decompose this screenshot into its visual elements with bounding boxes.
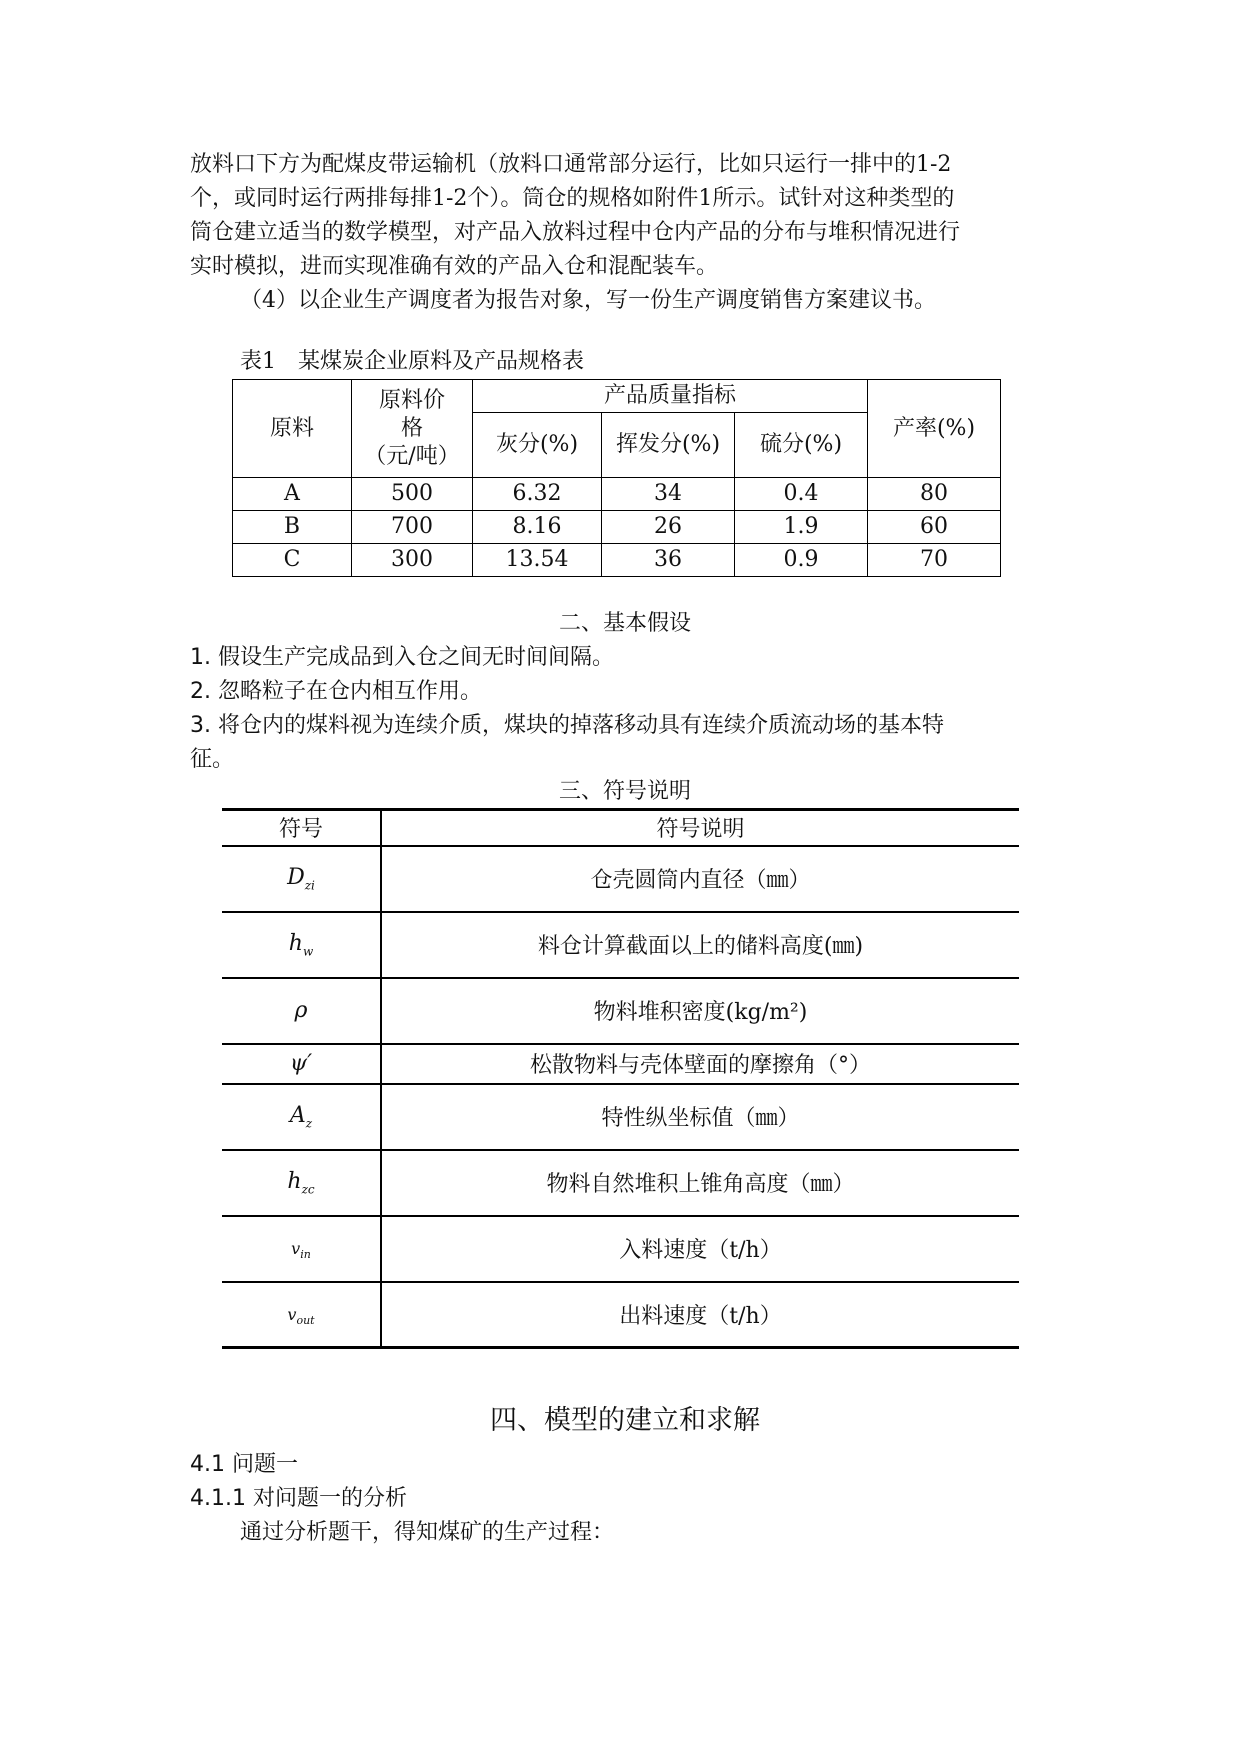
table-row <box>233 478 1001 511</box>
math-symbol <box>287 864 315 893</box>
description-cell: 出料速度（t/h） <box>381 1282 1019 1348</box>
subsection-title: 4.1 问题一 <box>190 1452 298 1477</box>
header-price-line: （元/吨） <box>364 443 460 469</box>
intro-paragraph <box>190 148 1060 318</box>
description-cell: 物料堆积密度(kg/m²) <box>381 978 1019 1044</box>
assumption-item <box>190 641 1060 675</box>
symbol-cell <box>222 1150 381 1216</box>
table-row <box>222 1044 1019 1084</box>
table-row <box>222 1282 1019 1348</box>
assumption-text: 将仓内的煤料视为连续介质，煤块的掉落移动具有连续介质流动场的基本特 <box>211 713 944 738</box>
intro-line: 实时模拟，进而实现准确有效的产品入仓和混配装车。 <box>190 254 719 279</box>
symbol-cell <box>222 1216 381 1282</box>
cell-price: 700 <box>352 511 473 544</box>
math-symbol <box>290 1051 312 1076</box>
symbol-subscript: zc <box>301 1182 315 1197</box>
assumption-list <box>190 641 1060 777</box>
table-row <box>222 846 1019 912</box>
cell-sulfur: 0.9 <box>735 544 868 577</box>
symbol-cell <box>222 1084 381 1150</box>
math-symbol <box>291 1239 311 1262</box>
description-cell: 松散物料与壳体壁面的摩擦角（°） <box>381 1044 1019 1084</box>
table-row <box>222 1084 1019 1150</box>
symbol-header: 符号 <box>222 810 381 846</box>
symbol-base: v <box>287 1305 297 1325</box>
symbol-cell <box>222 978 381 1044</box>
cell-ash: 13.54 <box>473 544 602 577</box>
symbol-cell <box>222 1282 381 1348</box>
description-cell: 物料自然堆积上锥角高度（㎜） <box>381 1150 1019 1216</box>
assumption-number: 2. <box>190 679 211 704</box>
table-row <box>222 1216 1019 1282</box>
description-cell: 特性纵坐标值（㎜） <box>381 1084 1019 1150</box>
symbol-base: D <box>287 864 305 890</box>
cell-volatile: 34 <box>602 478 735 511</box>
math-symbol <box>288 930 314 959</box>
assumption-text: 忽略粒子在仓内相互作用。 <box>211 679 482 704</box>
symbol-table <box>222 808 1019 1349</box>
cell-yield: 70 <box>868 544 1001 577</box>
assumption-number: 3. <box>190 713 211 738</box>
cell-sulfur: 1.9 <box>735 511 868 544</box>
symbol-base: ρ <box>294 998 308 1023</box>
header-price-line: 格 <box>400 415 423 441</box>
description-cell: 料仓计算截面以上的储料高度(㎜) <box>381 912 1019 978</box>
header-sulfur: 硫分(%) <box>735 413 868 478</box>
assumption-continuation: 征。 <box>190 747 235 772</box>
spec-table <box>232 379 1001 577</box>
intro-line: 筒仓建立适当的数学模型，对产品入放料过程中仓内产品的分布与堆积情况进行 <box>190 220 961 245</box>
math-symbol <box>287 1305 315 1328</box>
cell-ash: 8.16 <box>473 511 602 544</box>
header-price-line: 原料价 <box>378 387 445 413</box>
cell-yield: 80 <box>868 478 1001 511</box>
table-row <box>222 1150 1019 1216</box>
description-cell: 入料速度（t/h） <box>381 1216 1019 1282</box>
subsubsection-title: 4.1.1 对问题一的分析 <box>190 1486 407 1511</box>
symbol-base: ψ′ <box>289 1051 313 1076</box>
description-header: 符号说明 <box>381 810 1019 846</box>
symbol-subscript: in <box>300 1248 311 1262</box>
cell-volatile: 26 <box>602 511 735 544</box>
assumption-item <box>190 675 1060 709</box>
symbol-subscript: w <box>302 944 314 959</box>
cell-name: B <box>233 511 352 544</box>
header-price <box>352 380 473 478</box>
cell-sulfur: 0.4 <box>735 478 868 511</box>
symbol-cell <box>222 846 381 912</box>
section4-body <box>190 1448 1060 1550</box>
cell-ash: 6.32 <box>473 478 602 511</box>
table-row <box>222 978 1019 1044</box>
math-symbol <box>289 1102 313 1131</box>
cell-name: A <box>233 478 352 511</box>
section2-title: 二、基本假设 <box>558 611 691 636</box>
section4-title: 四、模型的建立和求解 <box>490 1405 760 1436</box>
header-ash: 灰分(%) <box>473 413 602 478</box>
cell-name: C <box>233 544 352 577</box>
symbol-cell <box>222 1044 381 1084</box>
table1-caption: 表1 某煤炭企业原料及产品规格表 <box>240 349 584 374</box>
table-row <box>222 912 1019 978</box>
section3-title: 三、符号说明 <box>558 779 691 804</box>
intro-line: 个，或同时运行两排每排1-2个）。筒仓的规格如附件1所示。试针对这种类型的 <box>190 186 955 211</box>
header-quality: 产品质量指标 <box>473 380 868 413</box>
header-raw: 原料 <box>233 380 352 478</box>
header-yield: 产率(%) <box>868 380 1001 478</box>
symbol-subscript: z <box>305 1116 313 1131</box>
item-4: （4）以企业生产调度者为报告对象，写一份生产调度销售方案建议书。 <box>240 288 936 313</box>
header-volatile: 挥发分(%) <box>602 413 735 478</box>
table-row <box>233 544 1001 577</box>
symbol-base: h <box>287 1168 302 1194</box>
symbol-cell <box>222 912 381 978</box>
assumption-number: 1. <box>190 645 211 670</box>
symbol-base: A <box>289 1102 306 1128</box>
symbol-base: v <box>291 1239 301 1259</box>
math-symbol <box>287 1168 315 1197</box>
cell-price: 300 <box>352 544 473 577</box>
symbol-base: h <box>288 930 303 956</box>
cell-volatile: 36 <box>602 544 735 577</box>
cell-yield: 60 <box>868 511 1001 544</box>
symbol-subscript: out <box>296 1314 315 1328</box>
cell-price: 500 <box>352 478 473 511</box>
intro-line: 放料口下方为配煤皮带运输机（放料口通常部分运行，比如只运行一排中的1-2 <box>190 152 952 177</box>
assumption-item <box>190 709 1060 743</box>
section4-paragraph: 通过分析题干，得知煤矿的生产过程： <box>240 1520 615 1545</box>
math-symbol <box>295 998 308 1023</box>
assumption-text: 假设生产完成品到入仓之间无时间间隔。 <box>211 645 614 670</box>
description-cell: 仓壳圆筒内直径（㎜） <box>381 846 1019 912</box>
table-row <box>233 511 1001 544</box>
symbol-subscript: zi <box>304 878 315 893</box>
